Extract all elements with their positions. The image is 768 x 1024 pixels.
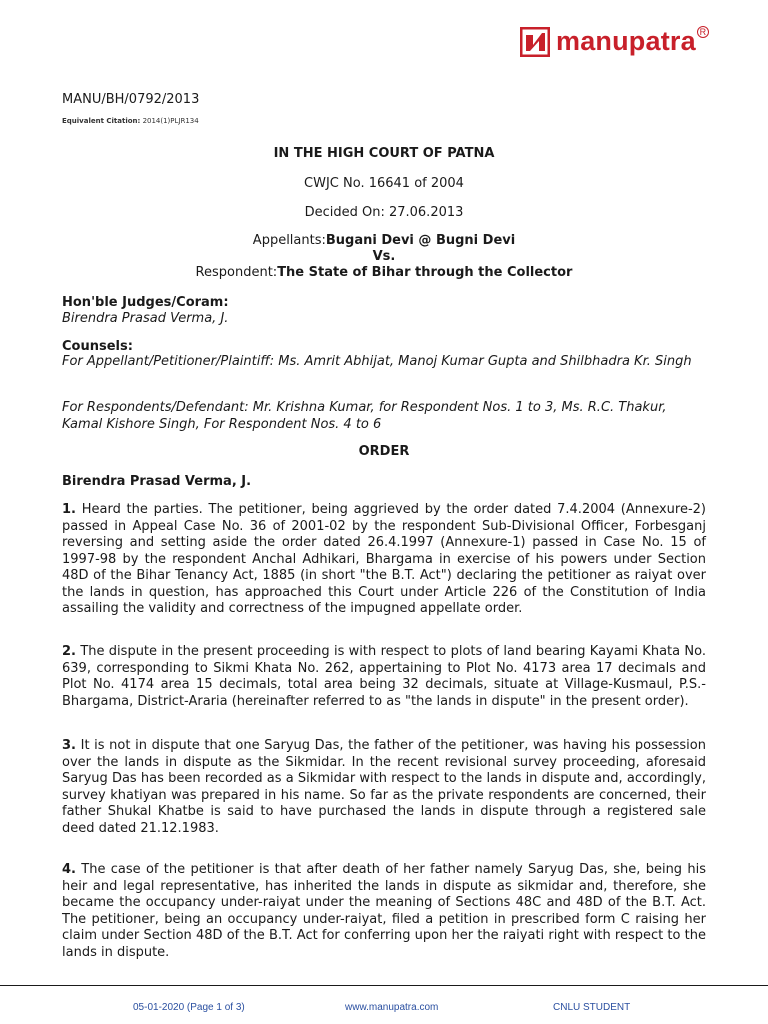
manupatra-logo-icon	[520, 27, 550, 57]
counsel-appellant: For Appellant/Petitioner/Plaintiff: Ms. Amrit Abhijat, Manoj Kumar Gupta and Shilbhadra Kr. Singh	[62, 354, 692, 369]
respondent-line	[62, 265, 706, 280]
order-heading: ORDER	[358, 444, 410, 459]
respondent-name: The State of Bihar through the Collector	[277, 265, 573, 280]
appellants-line	[62, 233, 706, 248]
versus-text: Vs.	[372, 249, 396, 264]
court-name: IN THE HIGH COURT OF PATNA	[273, 146, 495, 161]
paragraph-2	[62, 644, 706, 710]
paragraph-number: 1.	[62, 502, 76, 517]
paragraph-number: 4.	[62, 862, 76, 877]
paragraph-text: It is not in dispute that one Saryug Das, the father of the petitioner, was having his possession over the lands in dispute as the Sikmidar. In the recent revisional survey proceeding, aforesaid Saryug Das has been recorded as a Sikmidar with respect to the lands in dispute and, accordingly, survey khatiyan was prepared in his name. So far as the private respondents are concerned, their father Shukal Khatbe is said to have purchased the lands in dispute through a registered sale deed dated 21.12.1983.	[62, 738, 706, 836]
judges-heading: Hon'ble Judges/Coram:	[62, 295, 229, 310]
appellants-label: Appellants:	[252, 233, 326, 248]
manu-citation: MANU/BH/0792/2013	[62, 92, 200, 107]
respondent-label: Respondent:	[195, 265, 278, 280]
equivalent-citation	[62, 117, 199, 125]
equivalent-citation-value: 2014(1)PLJR134	[142, 117, 199, 125]
footer-website-link[interactable]: www.manupatra.com	[345, 1002, 439, 1013]
counsels-heading: Counsels:	[62, 339, 133, 354]
case-number: CWJC No. 16641 of 2004	[304, 176, 464, 191]
logo-text: manupatra	[556, 26, 696, 56]
registered-mark: R	[697, 26, 709, 38]
paragraph-number: 2.	[62, 644, 76, 659]
appellants-name: Bugani Devi @ Bugni Devi	[325, 233, 516, 248]
footer-date-page: 05-01-2020 (Page 1 of 3)	[133, 1002, 245, 1013]
judges-names: Birendra Prasad Verma, J.	[62, 311, 229, 326]
paragraph-4	[62, 862, 706, 961]
counsel-respondent: For Respondents/Defendant: Mr. Krishna Kumar, for Respondent Nos. 1 to 3, Ms. R.C. Thakur, Kamal Kishore Singh, For Respondent Nos. 4 to 6	[62, 400, 667, 432]
equivalent-citation-label: Equivalent Citation:	[62, 117, 141, 125]
footer-user: CNLU STUDENT	[553, 1002, 631, 1013]
paragraph-text: Heard the parties. The petitioner, being aggrieved by the order dated 7.4.2004 (Annexure-2) passed in Appeal Case No. 36 of 2001-02 by the respondent Sub-Divisional Officer, Forbesganj reversing and setting aside the order dated 26.4.1997 (Annexure-1) passed in Case No. 15 of 1997-98 by the respondent Anchal Adhikari, Bhargama in exercise of his powers under Section 48D of the Bihar Tenancy Act, 1885 (in short "the B.T. Act") declaring the petitioner as raiyat over the lands in question, has approached this Court under Article 226 of the Constitution of India assailing the validity and correctness of the impugned appellate order.	[62, 502, 706, 616]
decided-date: Decided On: 27.06.2013	[304, 205, 464, 220]
manupatra-logo	[520, 26, 709, 57]
paragraph-text: The case of the petitioner is that after death of her father namely Saryug Das, she, being his heir and legal representative, has inherited the lands in dispute as sikmidar and, therefore, she became the occupancy under-raiyat under the meaning of Sections 48C and 48D of the B.T. Act. The petitioner, being an occupancy under-raiyat, filed a petition in prescribed form C raising her claim under Section 48D of the B.T. Act for conferring upon her the raiyati right with respect to the lands in dispute.	[62, 862, 706, 960]
paragraph-1	[62, 502, 706, 618]
paragraph-text: The dispute in the present proceeding is with respect to plots of land bearing Kayami Khata No. 639, corresponding to Sikmi Khata No. 262, appertaining to Plot No. 4173 area 17 decimals and Plot No. 4174 area 15 decimals, total area being 32 decimals, situate at Village-Kusmaul, P.S.-Bhargama, District-Araria (hereinafter referred to as "the lands in dispute" in the present order).	[62, 644, 707, 709]
footer-divider	[0, 985, 768, 986]
paragraph-number: 3.	[62, 738, 76, 753]
paragraph-3	[62, 738, 706, 837]
order-judge: Birendra Prasad Verma, J.	[62, 474, 252, 489]
